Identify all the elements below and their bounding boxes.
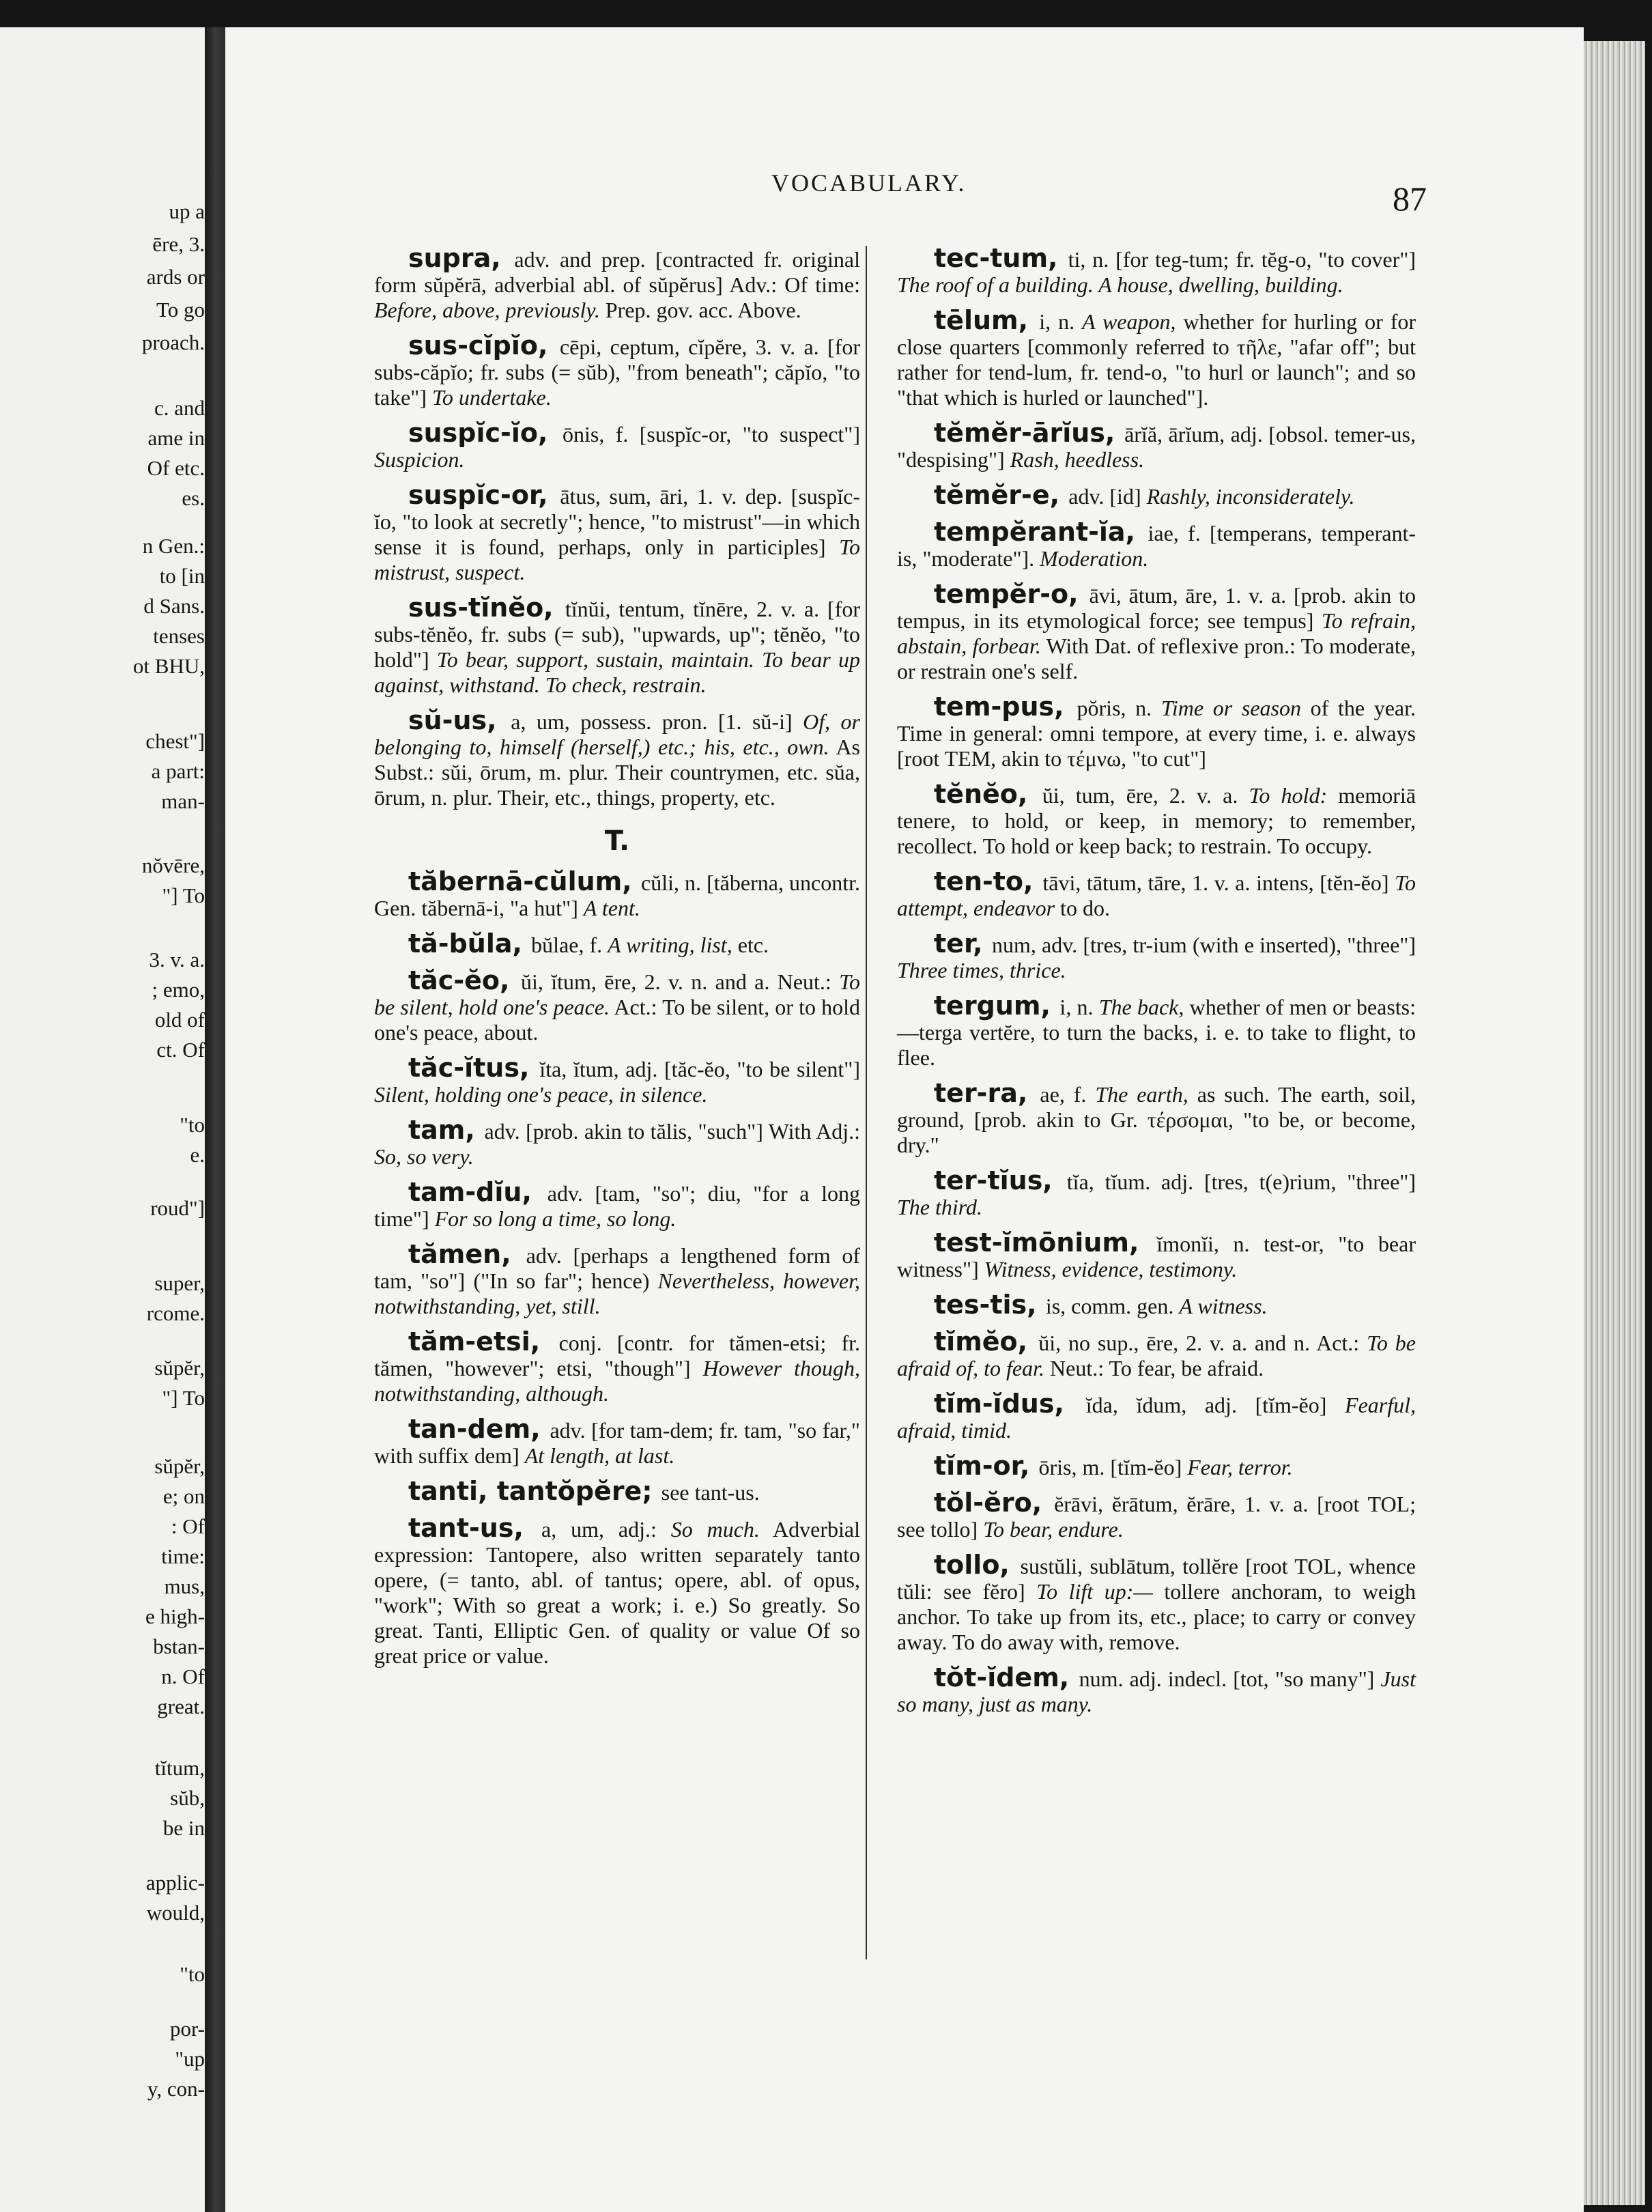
entry-headword: tĭm-or,	[934, 1451, 1039, 1481]
left-page-text: c. and	[154, 396, 205, 420]
entry-text: ōris, m. [tĭm-ĕo]	[1038, 1455, 1188, 1479]
dictionary-entry	[374, 1115, 861, 1169]
entry-definition: Fearful, afraid, timid.	[897, 1393, 1416, 1443]
entry-definition: Before, above, previously.	[374, 298, 600, 322]
entry-definition: Just so many, just as many.	[897, 1667, 1416, 1716]
dictionary-entry	[374, 866, 860, 921]
entry-text: ti, n. [for teg-tum; fr. tĕg-o, "to cover"]	[1068, 247, 1416, 272]
entry-text: bŭlae, f.	[531, 933, 608, 957]
entry-headword: tĕnĕo,	[934, 779, 1042, 809]
left-page-text: proach.	[141, 330, 205, 354]
left-page-text: sŭpĕr,	[154, 1356, 205, 1380]
entry-tail: Adverbial expression: Tantopere, also written separately tanto opere, (= tanto, abl. of tantus; opere, abl. of opus, "work"; With so great a work; i. e.) So greatly. So great. Tanti, Elliptic Gen. of quality or value Of so great price or value.	[374, 1517, 861, 1668]
left-page-text: e.	[190, 1143, 205, 1167]
dictionary-entry	[897, 1490, 1416, 1542]
dictionary-entry	[374, 243, 860, 323]
dictionary-entry	[374, 1476, 860, 1506]
dictionary-entry	[897, 418, 1416, 472]
entry-definition: Silent, holding one's peace, in silence.	[374, 1082, 708, 1107]
entry-headword: tant-us,	[408, 1513, 542, 1543]
entry-headword: sus-cĭpĭo,	[408, 330, 560, 360]
entry-headword: tempĕrant-ĭa,	[934, 517, 1148, 547]
entry-text: adv. and prep. [contracted fr. original form sŭpĕrā, adverbial abl. of sŭpĕrus] Adv.: Of time:	[374, 247, 860, 297]
left-page-text: sŭb,	[170, 1786, 205, 1810]
entry-headword: tĭm-ĭdus,	[934, 1389, 1086, 1419]
left-page-text: ot BHU,	[132, 654, 205, 678]
entry-headword: tŏl-ĕro,	[934, 1488, 1055, 1518]
left-page-text: "] To	[162, 1386, 205, 1410]
entry-headword: tam-dĭu,	[408, 1177, 547, 1207]
entry-text: ĕrāvi, ĕrātum, ĕrāre, 1. v. a. [root TOL; see tollo]	[897, 1492, 1416, 1542]
entry-definition: At length, at last.	[524, 1443, 675, 1468]
entry-headword: tĕmĕr-ārĭus,	[934, 418, 1125, 448]
left-page-text: "up	[175, 2047, 205, 2071]
entry-definition: Of, or belonging to, himself (herself,) etc.; his, etc., own.	[374, 709, 861, 759]
entry-definition: Time or season	[1160, 696, 1301, 720]
left-page-text: es.	[182, 486, 205, 510]
entry-text: adv. [tam, "so"; diu, "for a long time"]	[374, 1181, 860, 1231]
dictionary-entry	[897, 1391, 1416, 1443]
entry-tail: tollere anchoram, to weigh anchor. To take up from its, etc., place; to carry or convey away. To do away with, remove.	[897, 1579, 1416, 1654]
left-page-text: ct. Of	[156, 1038, 205, 1062]
entry-definition: So much.	[670, 1517, 760, 1542]
entry-headword: tŏt-ĭdem,	[934, 1662, 1079, 1692]
entry-definition: To lift up:—	[1036, 1579, 1153, 1604]
dictionary-entry	[897, 694, 1416, 771]
entry-headword: suspĭc-or,	[408, 480, 560, 510]
left-page-text: great.	[157, 1695, 205, 1718]
entry-text: adv. [for tam-dem; fr. tam, "so far," with suffix dem]	[374, 1418, 860, 1468]
entry-tail: Act.: To be silent, or to hold one's peace, about.	[374, 995, 861, 1045]
dictionary-entry	[374, 418, 861, 472]
entry-text: ĭta, ĭtum, adj. [tăc-ĕo, "to be silent"]	[539, 1057, 860, 1081]
entry-text: sustŭli, sublātum, tollĕre [root TOL, whence tŭli: see fĕro]	[897, 1554, 1416, 1604]
left-page-text: ; emo,	[152, 978, 205, 1002]
entry-headword: tăc-ĭtus,	[408, 1053, 540, 1083]
entry-text: i, n.	[1059, 995, 1099, 1019]
entry-headword: tec-tum,	[934, 243, 1068, 273]
left-page-text: n Gen.:	[142, 534, 205, 558]
dictionary-entry	[897, 866, 1416, 921]
left-page-text: man-	[161, 789, 205, 813]
entry-headword: tăc-ĕo,	[408, 965, 521, 995]
entry-text: ātus, sum, āri, 1. v. dep. [suspĭc-ĭo, "to look at secretly"; hence, "to mistrust"—in which sense it is found, perhaps, only in participles]	[374, 484, 860, 559]
entry-headword: tergum,	[934, 991, 1060, 1021]
entry-text: num. adj. indecl. [tot, "so many"]	[1079, 1667, 1381, 1691]
entry-tail: of the year. Time in general: omni tempore, at every time, i. e. always [root TEM, akin to τέμνω, "to cut"]	[897, 696, 1416, 771]
entry-headword: sŭ-us,	[408, 705, 511, 735]
entry-text: pŏris, n.	[1077, 696, 1161, 720]
entry-text: is, comm. gen.	[1045, 1294, 1180, 1318]
left-page-text: : Of	[171, 1514, 205, 1538]
entry-text: ŭi, ĭtum, ēre, 2. v. n. and a. Neut.:	[521, 969, 840, 994]
left-page-text: roud"]	[150, 1196, 205, 1220]
entry-text: adv. [prob. akin to tălis, "such"] With Adj.:	[484, 1119, 861, 1144]
dictionary-entry	[897, 1165, 1416, 1220]
entry-tail: With Dat. of reflexive pron.: To moderate, or restrain one's self.	[897, 634, 1416, 683]
entry-headword: tămen,	[408, 1239, 526, 1269]
entry-definition: For so long a time, so long.	[434, 1206, 677, 1231]
dictionary-entry	[897, 1451, 1416, 1481]
entry-definition: The back,	[1098, 995, 1184, 1019]
entry-text: iae, f. [temperans, temperant-is, "moderate"].	[897, 521, 1416, 571]
entry-definition: Three times, thrice.	[897, 958, 1066, 982]
left-page-text: a part:	[151, 759, 205, 783]
dictionary-entry	[374, 1239, 861, 1319]
page-edge	[1584, 41, 1645, 2205]
entry-definition: To be silent, hold one's peace.	[374, 969, 860, 1019]
entry-headword: tam,	[408, 1115, 485, 1145]
left-column	[374, 243, 861, 1679]
left-page-text: ame in	[147, 426, 205, 450]
dictionary-entry	[897, 517, 1416, 571]
column-rule	[866, 246, 867, 1959]
entry-definition: Nevertheless, however, notwithstanding, yet, still.	[374, 1268, 861, 1318]
left-page-text: "] To	[162, 883, 205, 907]
entry-headword: supra,	[408, 243, 515, 273]
entry-tail: etc.	[732, 933, 769, 957]
entry-text: tĭa, tĭum. adj. [tres, t(e)rium, "three"]	[1066, 1169, 1416, 1194]
dictionary-entry	[897, 1662, 1416, 1717]
entry-tail: whether for hurling or for close quarters [commonly referred to τῆλε, "afar off"; but rather for tend-lum, fr. tend-o, "to hurl or launch"; and so "that which is hurled or launched"].	[897, 309, 1416, 410]
entry-definition: Moderation.	[1040, 546, 1149, 571]
entry-headword: ten-to,	[934, 866, 1043, 896]
left-page-text: "to	[180, 1113, 205, 1137]
entry-text: a, um, adj.:	[541, 1517, 671, 1542]
entry-definition: To be afraid of, to fear.	[897, 1331, 1416, 1380]
entry-definition: To hold:	[1249, 783, 1328, 808]
dictionary-entry	[897, 928, 1416, 983]
entry-definition: To refrain, abstain, forbear.	[897, 608, 1416, 658]
left-page-text: "to	[180, 1962, 205, 1986]
entry-headword: tan-dem,	[408, 1414, 550, 1444]
entry-text: ŭi, tum, ēre, 2. v. a.	[1042, 783, 1249, 808]
left-page-fragment	[0, 27, 205, 2212]
dictionary-entry	[374, 1177, 860, 1232]
left-page-text: rcome.	[146, 1301, 205, 1325]
left-page-text: 3. v. a.	[149, 948, 205, 972]
entry-definition: Witness, evidence, testimony.	[984, 1257, 1238, 1281]
left-page-text: por-	[169, 2017, 205, 2041]
dictionary-entry	[897, 1292, 1416, 1319]
entry-tail: as such. The earth, soil, ground, [prob. akin to Gr. τέρσομαι, "to be, or become, dry."	[897, 1082, 1416, 1157]
dictionary-entry	[897, 1078, 1416, 1158]
entry-headword: sus-tĭnĕo,	[408, 593, 565, 623]
left-page-text: bstan-	[153, 1634, 205, 1658]
entry-text: ŭi, no sup., ēre, 2. v. a. and n. Act.:	[1038, 1331, 1367, 1355]
left-page-text: super,	[154, 1271, 205, 1295]
page-number: 87	[1393, 180, 1427, 218]
entry-definition: Rash, heedless.	[1010, 447, 1145, 472]
dictionary-entry	[897, 243, 1416, 298]
entry-headword: ter-tĭus,	[934, 1165, 1067, 1195]
entry-definition: A weapon,	[1082, 309, 1176, 334]
dictionary-entry	[374, 1329, 860, 1406]
entry-headword: tĭmĕo,	[934, 1327, 1039, 1357]
left-page-text: applic-	[145, 1871, 205, 1895]
left-page-text: time:	[161, 1544, 205, 1568]
entry-tail: Prep. gov. acc. Above.	[599, 298, 801, 322]
entry-text: tĭnŭi, tentum, tĭnēre, 2. v. a. [for subs-tĕnĕo, fr. subs (= sub), "upwards, up"; tĕnĕo, "to hold"]	[374, 597, 861, 672]
entry-text: cēpi, ceptum, cĭpĕre, 3. v. a. [for subs-căpĭo; fr. subs (= sŭb), "from beneath"; căpĭo, "to take"]	[374, 335, 861, 410]
dictionary-entry	[897, 1329, 1416, 1381]
letter-heading: T.	[604, 825, 630, 857]
dictionary-entry	[374, 705, 861, 810]
dictionary-entry	[374, 1513, 861, 1669]
entry-definition: To attempt, endeavor	[897, 870, 1416, 920]
entry-definition: So, so very.	[374, 1144, 474, 1169]
left-page-text: Of etc.	[147, 456, 205, 480]
dictionary-entry	[897, 480, 1416, 510]
entry-headword: tanti, tantŏpĕre;	[408, 1476, 661, 1506]
left-page-text: d Sans.	[143, 594, 205, 618]
left-page-text: y, con-	[147, 2077, 205, 2101]
entry-text: cŭli, n. [tăberna, uncontr. Gen. tăbernā-i, "a hut"]	[374, 870, 860, 920]
entry-headword: suspĭc-ĭo,	[408, 418, 562, 448]
entry-definition: A writing, list,	[608, 933, 732, 957]
entry-text: see tant-us.	[661, 1480, 760, 1505]
entry-headword: tēlum,	[934, 305, 1040, 335]
entry-text: ārĭă, ārĭum, adj. [obsol. temer-us, "despising"]	[897, 422, 1416, 472]
dictionary-entry	[897, 1552, 1416, 1655]
left-page-text: n. Of	[161, 1664, 205, 1688]
dictionary-entry	[374, 595, 860, 698]
entry-headword: tăbernā-cŭlum,	[408, 866, 641, 896]
left-page-text: ēre, 3.	[152, 232, 205, 256]
entry-definition: To bear, endure.	[983, 1517, 1124, 1542]
left-page-text: tenses	[153, 624, 205, 648]
entry-definition: However though, notwithstanding, although.	[374, 1356, 861, 1406]
entry-text: ĭmonĭi, n. test-or, "to bear witness"]	[897, 1232, 1416, 1281]
dictionary-entry	[897, 779, 1416, 859]
entry-definition: To mistrust, suspect.	[374, 535, 860, 584]
entry-text: i, n.	[1039, 309, 1083, 334]
left-page-text: e high-	[145, 1604, 205, 1628]
entry-definition: The roof of a building. A house, dwelling, building.	[897, 272, 1343, 297]
entry-headword: tollo,	[934, 1550, 1021, 1580]
dictionary-entry	[374, 480, 860, 585]
left-page-text: be in	[162, 1816, 205, 1840]
right-column	[897, 243, 1416, 1727]
dictionary-entry	[374, 965, 861, 1045]
dictionary-entry	[374, 330, 861, 410]
left-page-text: mus,	[164, 1574, 205, 1598]
entry-headword: tempĕr-o,	[934, 579, 1090, 609]
left-page-text: chest"]	[145, 729, 205, 753]
entry-text: num, adv. [tres, tr-ium (with e inserted), "three"]	[991, 933, 1416, 957]
entry-tail: to do.	[1055, 896, 1110, 920]
entry-headword: tăm-etsi,	[408, 1327, 559, 1357]
dictionary-entry	[897, 305, 1416, 410]
dictionary-entry	[374, 1055, 860, 1107]
dictionary-entry	[374, 1414, 860, 1469]
entry-tail: memoriā tenere, to hold, or keep, in memory; to remember, recollect. To hold or keep back; to restrain. To occupy.	[897, 783, 1416, 858]
running-head: VOCABULARY.	[771, 169, 967, 197]
entry-headword: tĕmĕr-e,	[934, 480, 1069, 510]
entry-definition: The earth,	[1095, 1082, 1188, 1107]
entry-definition: To undertake.	[432, 385, 552, 410]
entry-definition: The third.	[897, 1195, 983, 1219]
entry-tail: As Subst.: sŭi, ōrum, m. plur. Their countrymen, etc. sŭa, ōrum, n. plur. Their, etc., things, property, etc.	[374, 735, 861, 810]
entry-definition: A witness.	[1179, 1294, 1268, 1318]
dictionary-entry	[897, 579, 1416, 684]
left-page-text: to [in	[159, 564, 205, 588]
entry-text: a, um, possess. pron. [1. sŭ-i]	[511, 709, 803, 734]
entry-headword: test-ĭmōnium,	[934, 1228, 1157, 1258]
left-page-text: would,	[146, 1901, 205, 1925]
entry-definition: To bear, support, sustain, maintain. To bear up against, withstand. To check, restrain.	[374, 647, 861, 697]
left-page-text: e; on	[162, 1484, 205, 1508]
left-page-text: sŭpĕr,	[154, 1454, 205, 1478]
dictionary-entry	[897, 1230, 1416, 1282]
entry-definition: A tent.	[583, 896, 640, 920]
left-page-text: up a	[169, 199, 205, 223]
left-page-text: ards or	[146, 265, 205, 289]
left-page-text: tĭtum,	[154, 1756, 205, 1780]
entry-text: tāvi, tātum, tāre, 1. v. a. intens, [tĕn-ĕo]	[1042, 870, 1395, 895]
left-page-text: nŏvēre,	[141, 853, 205, 877]
entry-definition: Fear, terror.	[1187, 1455, 1293, 1479]
entry-headword: tem-pus,	[934, 692, 1077, 722]
dictionary-entry	[897, 993, 1416, 1070]
entry-headword: ter-ra,	[934, 1078, 1040, 1108]
entry-definition: Rashly, inconsiderately.	[1146, 484, 1355, 509]
entry-text: adv. [id]	[1068, 484, 1147, 509]
entry-tail: whether of men or beasts:—terga vertĕre, to turn the backs, i. e. to take to flight, to flee.	[897, 995, 1416, 1070]
entry-text: ōnis, f. [suspĭc-or, "to suspect"]	[562, 422, 861, 446]
left-page-text: To go	[156, 298, 205, 322]
entry-definition: Suspicion.	[374, 447, 465, 472]
entry-headword: tes-tis,	[934, 1290, 1046, 1320]
entry-tail: Neut.: To fear, be afraid.	[1044, 1356, 1264, 1380]
entry-text: ĭda, ĭdum, adj. [tĭm-ĕo]	[1085, 1393, 1345, 1417]
entry-text: conj. [contr. for tămen-etsi; fr. tămen, "however"; etsi, "though"]	[374, 1331, 861, 1380]
left-page-text: old of	[154, 1008, 205, 1032]
entry-text: ae, f.	[1040, 1082, 1096, 1107]
entry-headword: tă-bŭla,	[408, 928, 532, 959]
entry-headword: ter,	[934, 928, 992, 959]
entry-text: adv. [perhaps a lengthened form of tam, "so"] ("In so far"; hence)	[374, 1243, 860, 1293]
entry-text: āvi, ātum, āre, 1. v. a. [prob. akin to tempus, in its etymological force; see tempus]	[897, 583, 1416, 633]
dictionary-entry	[374, 928, 860, 959]
